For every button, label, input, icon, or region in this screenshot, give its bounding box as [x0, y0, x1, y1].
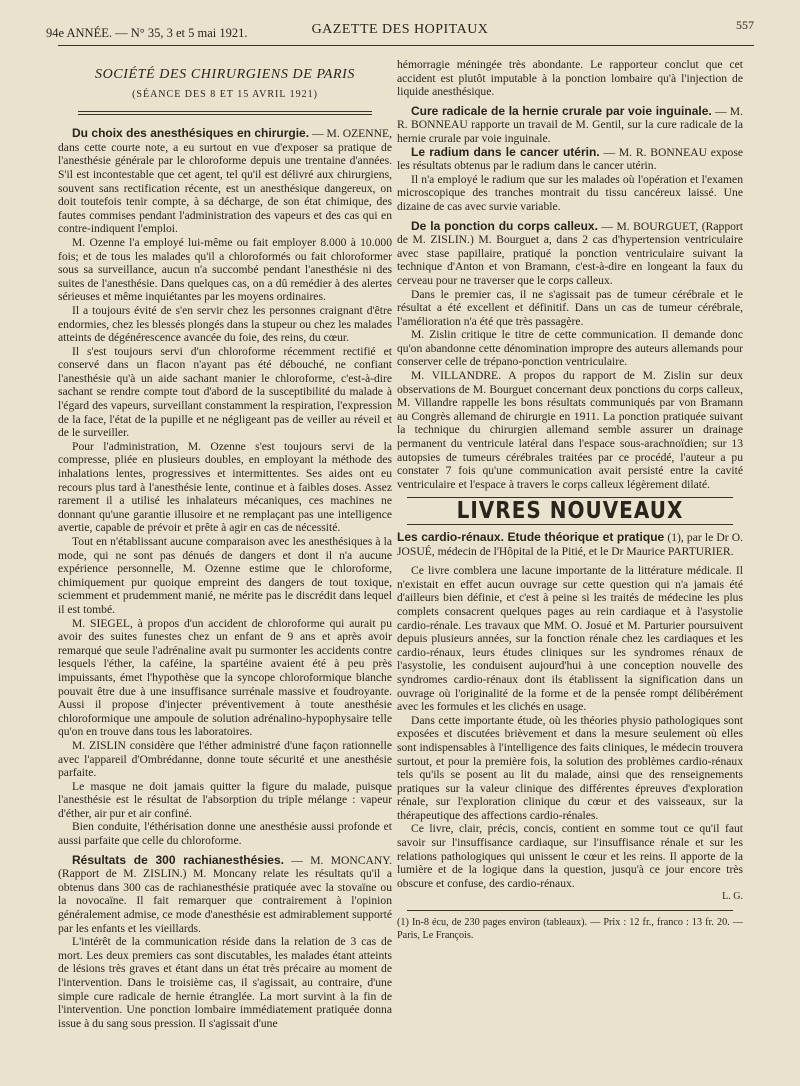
- article-title: Cure radicale de la hernie crurale par voie inguinale.: [411, 103, 712, 118]
- paragraph: Il a toujours évité de s'en servir chez les personnes craignant d'être endormies, chez les blessés plongés dans la stupeur ou chez les malades atteints de dégénérescence avancée du foie, des reins, du cœur.: [58, 303, 392, 345]
- article-corps-calleux: [397, 220, 743, 288]
- article-title: De la ponction du corps calleux.: [411, 218, 598, 233]
- article-title: Le radium dans le cancer utérin.: [411, 144, 600, 159]
- page-header: [46, 18, 754, 42]
- paragraph: M. Zislin critique le titre de cette communication. Il demande donc qu'on abandonne cette dénomination impropre des auteurs allemands pour conserver celle de trépano-ponction ventriculaire.: [397, 328, 743, 369]
- paragraph: M. SIEGEL, à propos d'un accident de chloroforme qui aurait pu avoir des suites funestes chez un enfant de 9 ans et après avoir remarqué que seule l'adrénaline avait pu surmonter les accidents contre lesquels l'éther, la caféine, la spartéine avaient été à peu près impuissants, émet l'hypothèse que la syncope chloroformique blanche pouvait être due à une insuffisance surrénale massive et foudroyante. Aussi il propose d'injecter préventivement à toute anesthésie chloroformique une ampoule de solution adrénalino-hypophysaire telle qu'on en trouve dans tous les laboratoires.: [58, 616, 392, 739]
- paragraph: Ce livre, clair, précis, concis, contient en somme tout ce qu'il faut savoir sur l'insuffisance cardiaque, sur l'insuffisance rénale et sur les relations pathologiques qui unissent le cœur et les reins. Il apporte de la lumière et de la logique dans la question, jusqu'à ce jour encore très obscure et confuse, des cardio-rénaux.: [397, 822, 743, 890]
- paragraph: M. VILLANDRE. A propos du rapport de M. Zislin sur deux observations de M. Bourguet concernant deux ponctions du corps calleux, M. Villandre rappelle les bons résultats communiqués par von Bramann au Congrès allemand de chirurgie en 1911. La ponction pratiquée suivant la technique du chirurgien allemand semble assurer un drainage permanent du ventricule latéral dans l'espace sous-arachnoïdien; sur 13 autopsies de tumeurs cérébrales traitées par ce procédé, l'auteur a pu constater 7 fois qu'une communication avait persisté entre la cavité ventriculaire et l'espace à travers le corps calleux légèrement dilaté.: [397, 369, 743, 491]
- section-divider: [78, 111, 372, 115]
- footnote-rule: [407, 910, 733, 911]
- section-title: SOCIÉTÉ DES CHIRURGIENS DE PARIS: [94, 67, 356, 82]
- article-rachianesthesie: [58, 854, 392, 936]
- footnote: (1) In-8 écu, de 230 pages environ (tableaux). — Prix : 12 fr., franco : 13 fr. 20. — Paris, Le François.: [397, 917, 743, 941]
- paragraph: M. Ozenne l'a employé lui-même ou fait employer 8.000 à 10.000 fois; et de tous les malades qu'il a chloroformés ou fait chloroformer sous sa surveillance, aucun n'a succombé pendant l'anesthésie ni des suites de l'anesthésie. Dans quelques cas, on a dû remédier à des alertes sérieuses et même inquiétantes par les moyens ordinaires.: [58, 235, 392, 304]
- right-column: [397, 58, 743, 942]
- paragraph: — M. R. BONNEAU rapporte un travail de M. Gentil, sur la cure radicale de la hernie crurale par voie inguinale.: [397, 104, 743, 145]
- paragraph: Bien conduite, l'éthérisation donne une anesthésie aussi profonde et aussi parfaite que celle du chloroforme.: [58, 820, 392, 848]
- paragraph: — M. MONCANY. (Rapport de M. ZISLIN.) M. Moncany relate les résultats qu'il a obtenus dans 300 cas de rachianesthésie pratiquée avec la stovaïne ou la novocaïne. Il fait remarquer que contrairement à l'opinion généralement admise, ce mode d'anesthésie est admirablement supporté par les enfants et les vieillards.: [58, 853, 393, 935]
- left-column: [58, 58, 392, 1030]
- page-number: 557: [736, 18, 754, 32]
- article-radium: [397, 146, 743, 173]
- signature: L. G.: [722, 891, 743, 903]
- paragraph: hémorragie méningée très abondante. Le rapporteur conclut que cet accident est plutôt imputable à la ponction lombaire qu'à l'injection de liquide anesthésique.: [397, 58, 743, 99]
- article-hernie: [397, 105, 743, 146]
- book-authors: (1), par le Dr O. JOSUÉ, médecin de l'Hôpital de la Pitié, et le Dr Maurice PARTURIER.: [397, 531, 743, 558]
- book-title: Les cardio-rénaux. Etude théorique et pratique: [397, 530, 665, 544]
- paragraph: — M. BOURGUET, (Rapport de M. ZISLIN.) M. Bourguet a, dans 2 cas d'hypertension ventriculaire avec stase papillaire, pratiqué la ponction ventriculaire suivant la technique d'Anton et von Bramann, c'est-à-dire en longeant la faux du cerveau pour ne traverser que le corps calleux.: [397, 219, 743, 287]
- paragraph: L'intérêt de la communication réside dans la relation de 3 cas de mort. Les deux premiers cas sont discutables, les malades étant atteints de lésions très graves et étant dans un état très précaire au moment de l'intervention. Dans le troisième cas, il s'agissait, au contraire, d'une simple cure radicale de hernie étranglée. La mort survint à la fin de l'intervention. Une ponction lombaire immédiatement pratiquée donna issue à du sang sous pression. Il s'agissait d'une: [58, 935, 392, 1030]
- paragraph: Tout en n'établissant aucune comparaison avec les anesthésiques à la mode, qui ne sont pas dénués de dangers et dont il n'a aucune expérience personnelle, M. Ozenne estime que le chloroforme, chimiquement pur quoique empreint des dangers de tout toxique, sciemment et prudemment manié, ne mérite pas le discrédit dans lequel il est tombé.: [58, 535, 392, 616]
- paragraph: M. ZISLIN considère que l'éther administré d'une façon rationnelle avec l'appareil d'Ombrédanne, donne toute sécurité et une anesthésie parfaite.: [58, 738, 392, 780]
- book-review-intro: [397, 531, 743, 558]
- header-rule: [58, 45, 754, 46]
- issue-line: 94e ANNÉE. — N° 35, 3 et 5 mai 1921.: [46, 26, 248, 40]
- article-title: Résultats de 300 rachianesthésies.: [72, 852, 284, 867]
- paragraph: — M. R. BONNEAU expose les résultats obtenus par le radium dans le cancer utérin.: [397, 145, 743, 173]
- paragraph: Ce livre comblera une lacune importante de la littérature médicale. Il n'existait en effet aucun ouvrage sur cette question qui n'a jamais été d'ailleurs bien définie, et c'est à peine si les traités de médecine les plus complets consacrent quelques pages au rein cardiaque et à l'asystolie cardio-rénale. Les travaux que MM. O. Josué et M. Parturier poursuivent depuis plusieurs années, sur la fonction rénale chez les cardiaques et les cardio-rénaux, leurs études cliniques sur les syndromes rénaux de l'asystolie, les conduisent aujourd'hui à une conception nouvelle des syndromes cardio-rénaux dont ils établissent la signification dans un ouvrage où l'originalité de la forme et de la pensée rompt délibérément avec les formules et les clichés en usage.: [397, 564, 743, 714]
- paragraph: Pour l'administration, M. Ozenne s'est toujours servi de la compresse, pliée en plusieurs doubles, en employant la méthode des inhalations lentes, progressives et intermittentes. Ses aides ont eu recours plus tard à l'anesthésie lente, continue et à faibles doses. Assez rarement il a utilisé les inhalateurs mécaniques, ces machines ne donnant qu'une garantie illusoire et ne remplaçant pas une intelligence avertie, capable de prévoir et prête à agir en cas de nécessité.: [58, 439, 392, 535]
- article-anesthesie: [58, 127, 392, 236]
- paragraph: Dans le premier cas, il ne s'agissait pas de tumeur cérébrale et le résultat a été excellent et définitif. Dans un cas de tumeur cérébrale, l'amélioration n'a été que très passagère.: [397, 287, 743, 328]
- livres-heading: LIVRES NOUVEAUX: [456, 496, 684, 525]
- paragraph: Il s'est toujours servi d'un chloroforme récemment rectifié et conservé dans un flacon n'ayant pas été débouché, ne confiant l'anesthésie qu'à un aide sachant manier le chloroforme, c'est-à-dire sachant se rendre compte tout d'abord de la susceptibilité du malade à l'égard des vapeurs, surveillant constamment la respiration, l'expression de la face, l'état de la pupille et ne négligeant pas de veiller au réveil et de le surveiller.: [58, 344, 392, 440]
- paragraph: Il n'a employé le radium que sur les malades où l'opération et l'examen microscopique des tranches montrait du tissu cancéreux laissé. Une dizaine de cas avec survie variable.: [397, 172, 743, 213]
- paragraph: Le masque ne doit jamais quitter la figure du malade, puisque l'anesthésie est le résultat de l'absorption du triple mélange : vapeur d'éther, air pur et air confiné.: [58, 779, 392, 820]
- journal-title: GAZETTE DES HOPITAUX: [311, 22, 489, 37]
- section-divider: [407, 524, 733, 525]
- article-title: Du choix des anesthésiques en chirurgie.: [72, 126, 310, 141]
- paragraph: Dans cette importante étude, où les théories physio pathologiques sont exposées et discutées brièvement et dans la mesure seulement où elles sont indispensables à l'intelligence des faits cliniques, le médecin trouvera surtout, et pour la première fois, la solution des problèmes cardio-rénaux tels qu'ils se posent au lit du malade, ainsi que des renseignements pratiques sur la valeur clinique des différentes épreuves d'exploration rénale, sur l'exploration clinique du cœur et des vaisseaux, sur la thérapeutique des affections cardio-rénales.: [397, 713, 743, 822]
- session-dates: (SÉANCE DES 8 ET 15 AVRIL 1921): [132, 88, 318, 100]
- paragraph: — M. OZENNE, dans cette courte note, a eu surtout en vue d'exposer sa pratique de l'anesthésie générale par le chloroforme depuis une trentaine d'années. S'il est incontestable que cet agent, tel qu'il est délivré aux chirurgiens, souvent sans rectification récente, est un anesthésique dangereux, on doit toutefois tenir compte, à sa décharge, de son état chimique, des fautes commises pendant l'administration des vapeurs et des cas qui en contre-indiquent l'emploi.: [58, 127, 392, 236]
